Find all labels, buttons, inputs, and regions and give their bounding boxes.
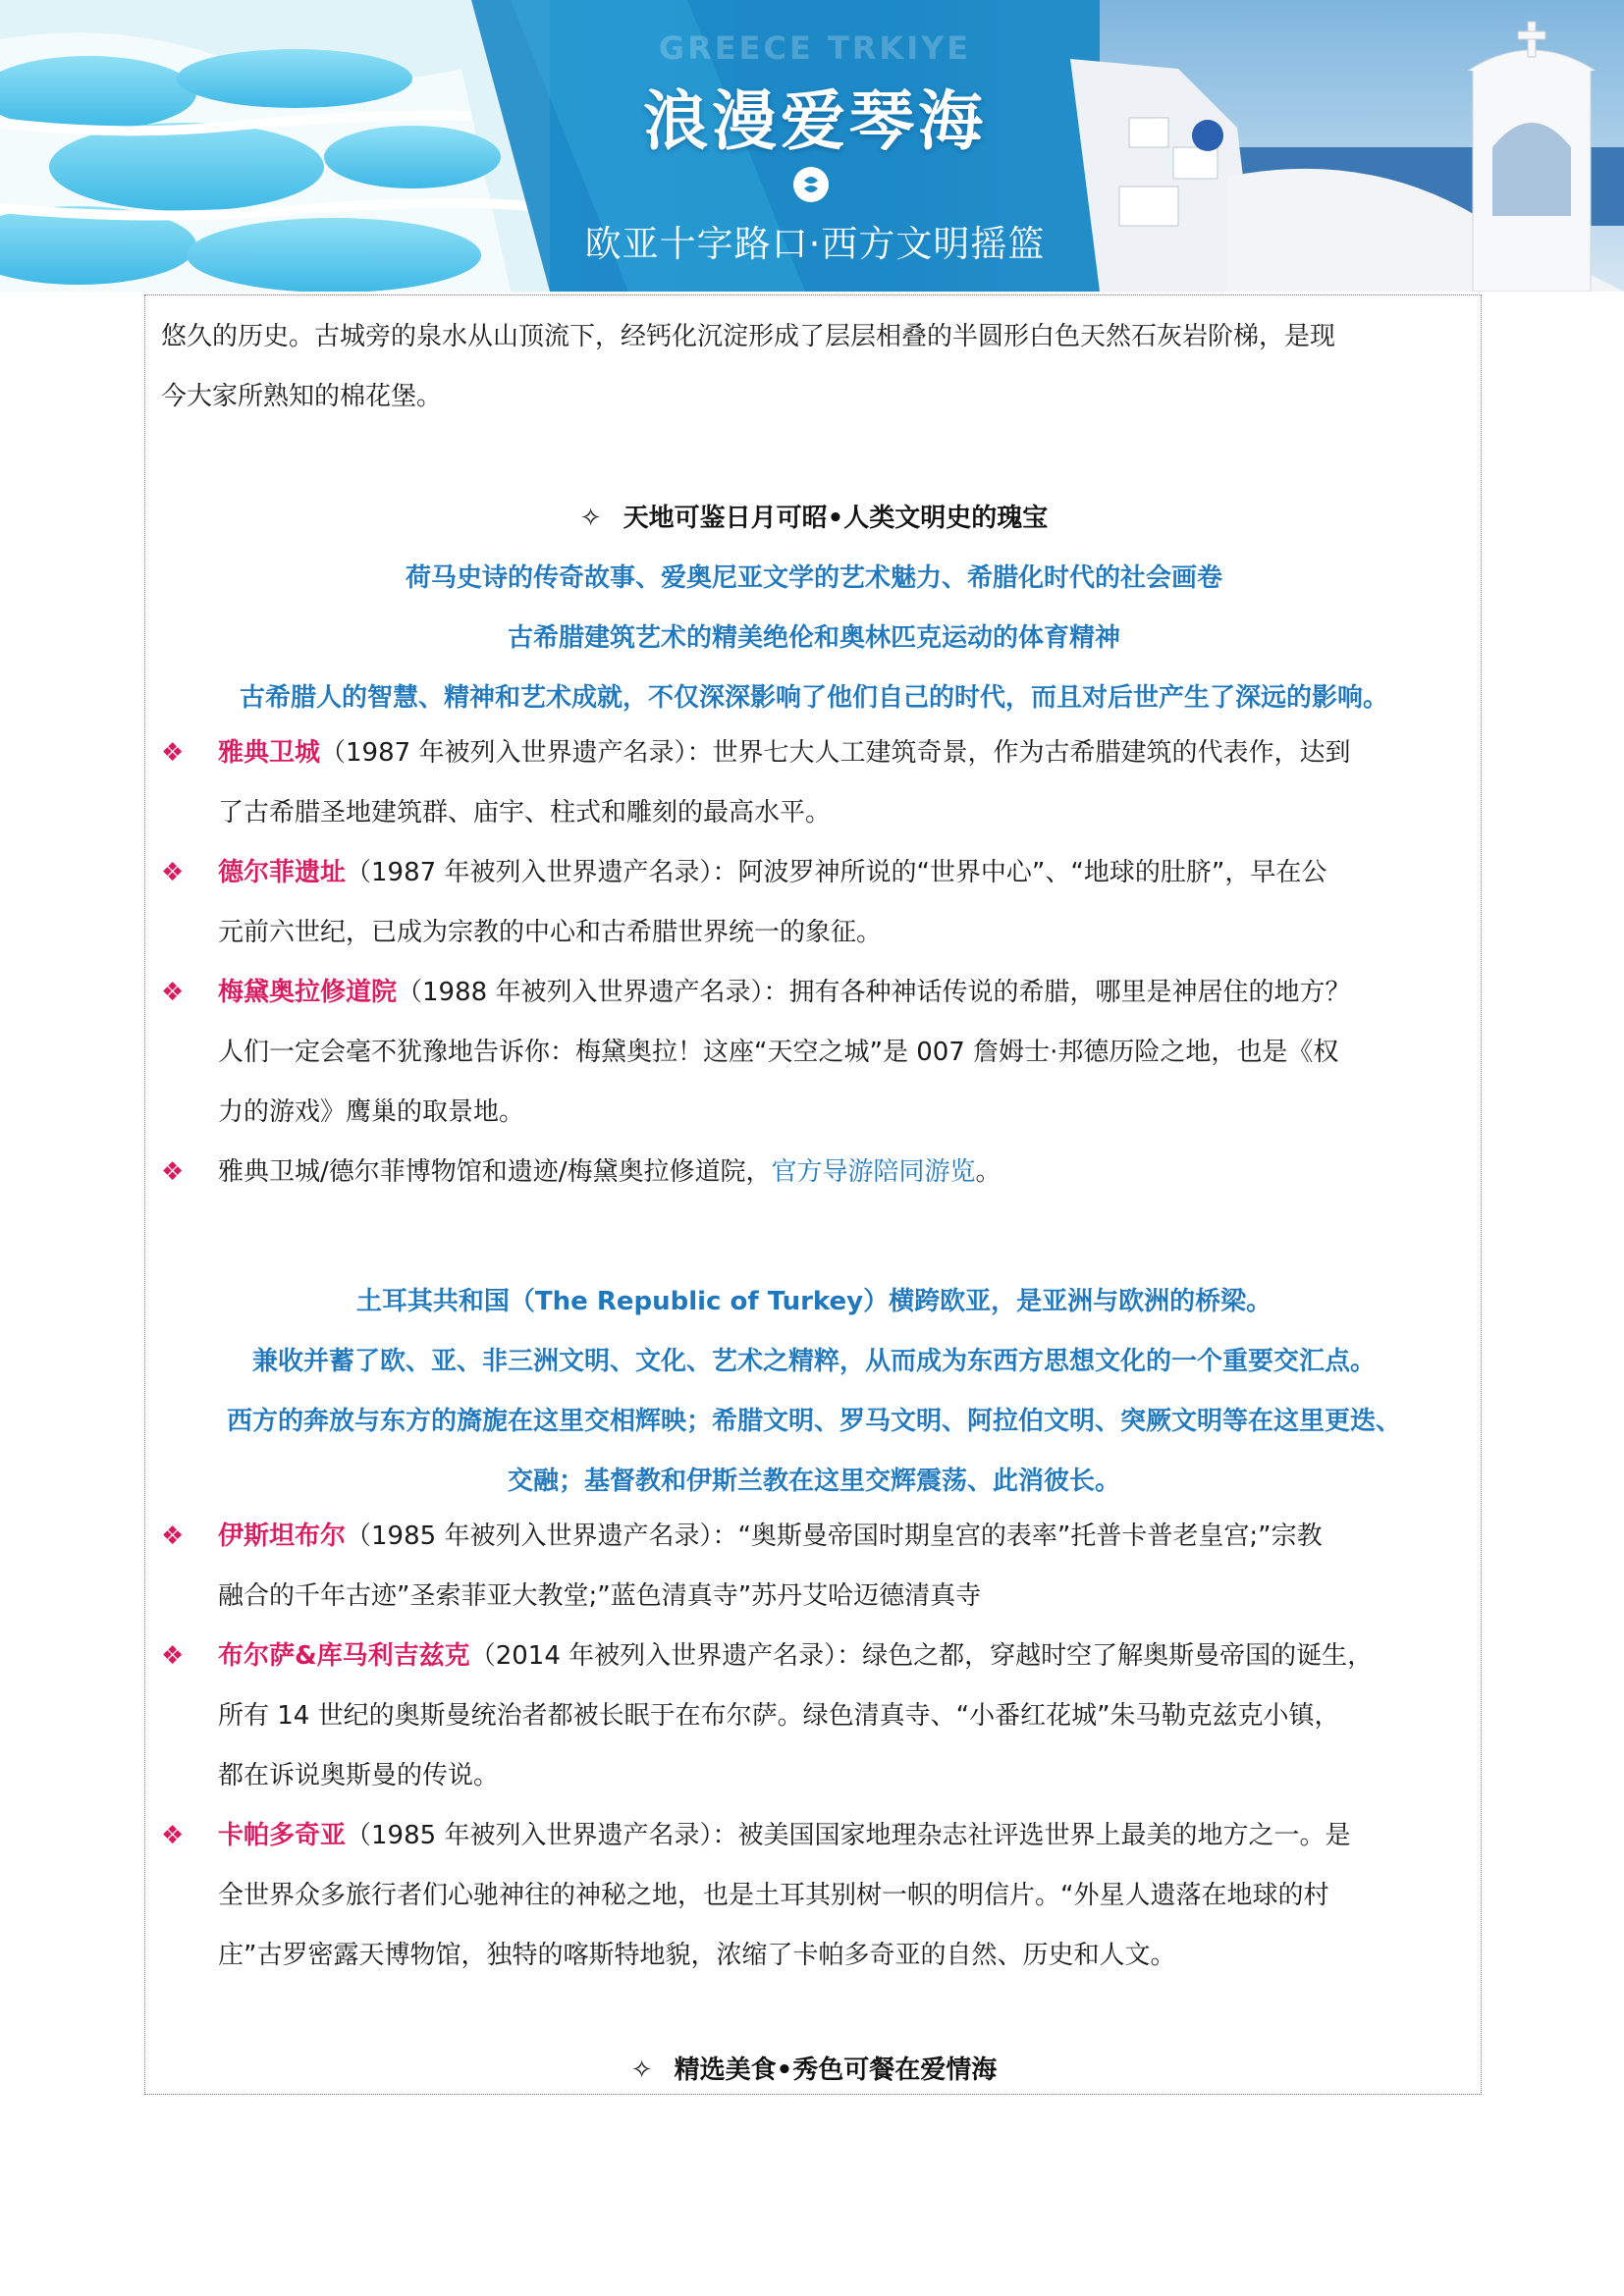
header-banner bbox=[0, 0, 1624, 292]
site-desc: 人们一定会毫不犹豫地告诉你：梅黛奥拉！这座“天空之城”是 007 詹姆士·邦德历险之地，也是《权 bbox=[218, 1038, 1339, 1067]
bullet-diamond-icon: ❖ bbox=[161, 858, 185, 887]
site-desc: （1987 年被列入世界遗产名录）：世界七大人工建筑奇景，作为古希腊建筑的代表作，达到 bbox=[320, 738, 1351, 768]
bullet-diamond-icon: ❖ bbox=[161, 1522, 185, 1551]
bullet-diamond-icon: ❖ bbox=[161, 1641, 185, 1671]
site-desc: 了古希腊圣地建筑群、庙宇、柱式和雕刻的最高水平。 bbox=[218, 798, 832, 828]
site-name: 布尔萨&库马利吉兹克 bbox=[218, 1641, 470, 1671]
food-heading bbox=[145, 2050, 1483, 2086]
intro-line: 今大家所熟知的棉花堡。 bbox=[161, 382, 443, 411]
site-desc: 力的游戏》鹰巢的取景地。 bbox=[218, 1097, 525, 1127]
greece-heading-text: 天地可鉴日月可昭•人类文明史的瑰宝 bbox=[623, 504, 1049, 533]
site-name: 伊斯坦布尔 bbox=[218, 1522, 347, 1551]
site-desc: （1985 年被列入世界遗产名录）：被美国国家地理杂志社评选世界上最美的地方之一。是 bbox=[346, 1821, 1351, 1850]
greece-heading bbox=[145, 498, 1483, 534]
banner-ghost-text: GREECE TRKIYE bbox=[658, 29, 972, 67]
site-desc: （1988 年被列入世界遗产名录）：拥有各种神话传说的希腊，哪里是神居住的地方？ bbox=[397, 978, 1351, 1007]
site-desc: 所有 14 世纪的奥斯曼统治者都被长眠于在布尔萨。绿色清真寺、“小番红花城”朱马勒克兹克小镇， bbox=[218, 1701, 1340, 1731]
content-box bbox=[144, 294, 1482, 2095]
site-name: 梅黛奥拉修道院 bbox=[218, 978, 398, 1007]
guide-highlight: 官方导游陪同游览 bbox=[771, 1157, 976, 1187]
site-name: 德尔菲遗址 bbox=[218, 858, 347, 887]
greece-tagline: 古希腊人的智慧、精神和艺术成就，不仅深深影响了他们自己的时代，而且对后世产生了深远的影响。 bbox=[239, 683, 1388, 713]
turkey-tagline: 交融；基督教和伊斯兰教在这里交辉震荡、此消彼长。 bbox=[507, 1467, 1120, 1496]
turkey-tagline: 西方的奔放与东方的旖旎在这里交相辉映；希腊文明、罗马文明、阿拉伯文明、突厥文明等在这里更迭、 bbox=[226, 1407, 1401, 1436]
site-name: 卡帕多奇亚 bbox=[218, 1821, 347, 1850]
site-desc: 庄”古罗密露天博物馆，独特的喀斯特地貌，浓缩了卡帕多奇亚的自然、历史和人文。 bbox=[218, 1941, 1176, 1970]
site-desc: （1987 年被列入世界遗产名录）：阿波罗神所说的“世界中心”、“地球的肚脐”，早在公 bbox=[346, 858, 1327, 887]
turkey-tagline: 兼收并蓄了欧、亚、非三洲文明、文化、艺术之精粹，从而成为东西方思想文化的一个重要交汇点。 bbox=[251, 1347, 1376, 1376]
greece-tagline: 古希腊建筑艺术的精美绝伦和奥林匹克运动的体育精神 bbox=[507, 623, 1120, 653]
bullet-diamond-icon: ❖ bbox=[161, 1157, 185, 1187]
site-desc: 都在诉说奥斯曼的传说。 bbox=[218, 1761, 500, 1790]
banner-subtitle: 欧亚十字路口·西方文明摇篮 bbox=[584, 223, 1046, 265]
greece-tagline: 荷马史诗的传奇故事、爱奥尼亚文学的艺术魅力、希腊化时代的社会画卷 bbox=[405, 563, 1222, 593]
bullet-diamond-icon: ❖ bbox=[161, 978, 185, 1007]
site-desc: 全世界众多旅行者们心驰神往的神秘之地，也是土耳其别树一帜的明信片。“外星人遗落在地球的村 bbox=[218, 1881, 1329, 1910]
logo-icon bbox=[793, 167, 829, 202]
sparkle-icon: ✧ bbox=[630, 2056, 653, 2085]
site-desc: 元前六世纪，已成为宗教的中心和古希腊世界统一的象征。 bbox=[218, 918, 883, 947]
guide-text: 雅典卫城/德尔菲博物馆和遗迹/梅黛奥拉修道院， bbox=[218, 1157, 772, 1187]
bullet-diamond-icon: ❖ bbox=[161, 738, 185, 768]
banner-title: 浪漫爱琴海 bbox=[643, 82, 987, 159]
sparkle-icon: ✧ bbox=[579, 504, 602, 533]
site-name: 雅典卫城 bbox=[218, 738, 321, 768]
site-desc: （1985 年被列入世界遗产名录）：“奥斯曼帝国时期皇宫的表率”托普卡普老皇宫;”宗教 bbox=[346, 1522, 1323, 1551]
intro-line: 悠久的历史。古城旁的泉水从山顶流下，经钙化沉淀形成了层层相叠的半圆形白色天然石灰岩阶梯，是现 bbox=[161, 322, 1336, 351]
food-heading-text: 精选美食•秀色可餐在爱情海 bbox=[674, 2056, 998, 2085]
site-desc: 融合的千年古迹”圣索菲亚大教堂;”蓝色清真寺”苏丹艾哈迈德清真寺 bbox=[218, 1581, 982, 1611]
guide-end: 。 bbox=[975, 1157, 1001, 1187]
site-desc: （2014 年被列入世界遗产名录）：绿色之都，穿越时空了解奥斯曼帝国的诞生， bbox=[469, 1641, 1374, 1671]
bullet-diamond-icon: ❖ bbox=[161, 1821, 185, 1850]
turkey-tagline: 土耳其共和国（The Republic of Turkey）横跨欧亚，是亚洲与欧洲的桥梁。 bbox=[355, 1287, 1272, 1316]
intro-paragraph bbox=[161, 307, 1335, 427]
